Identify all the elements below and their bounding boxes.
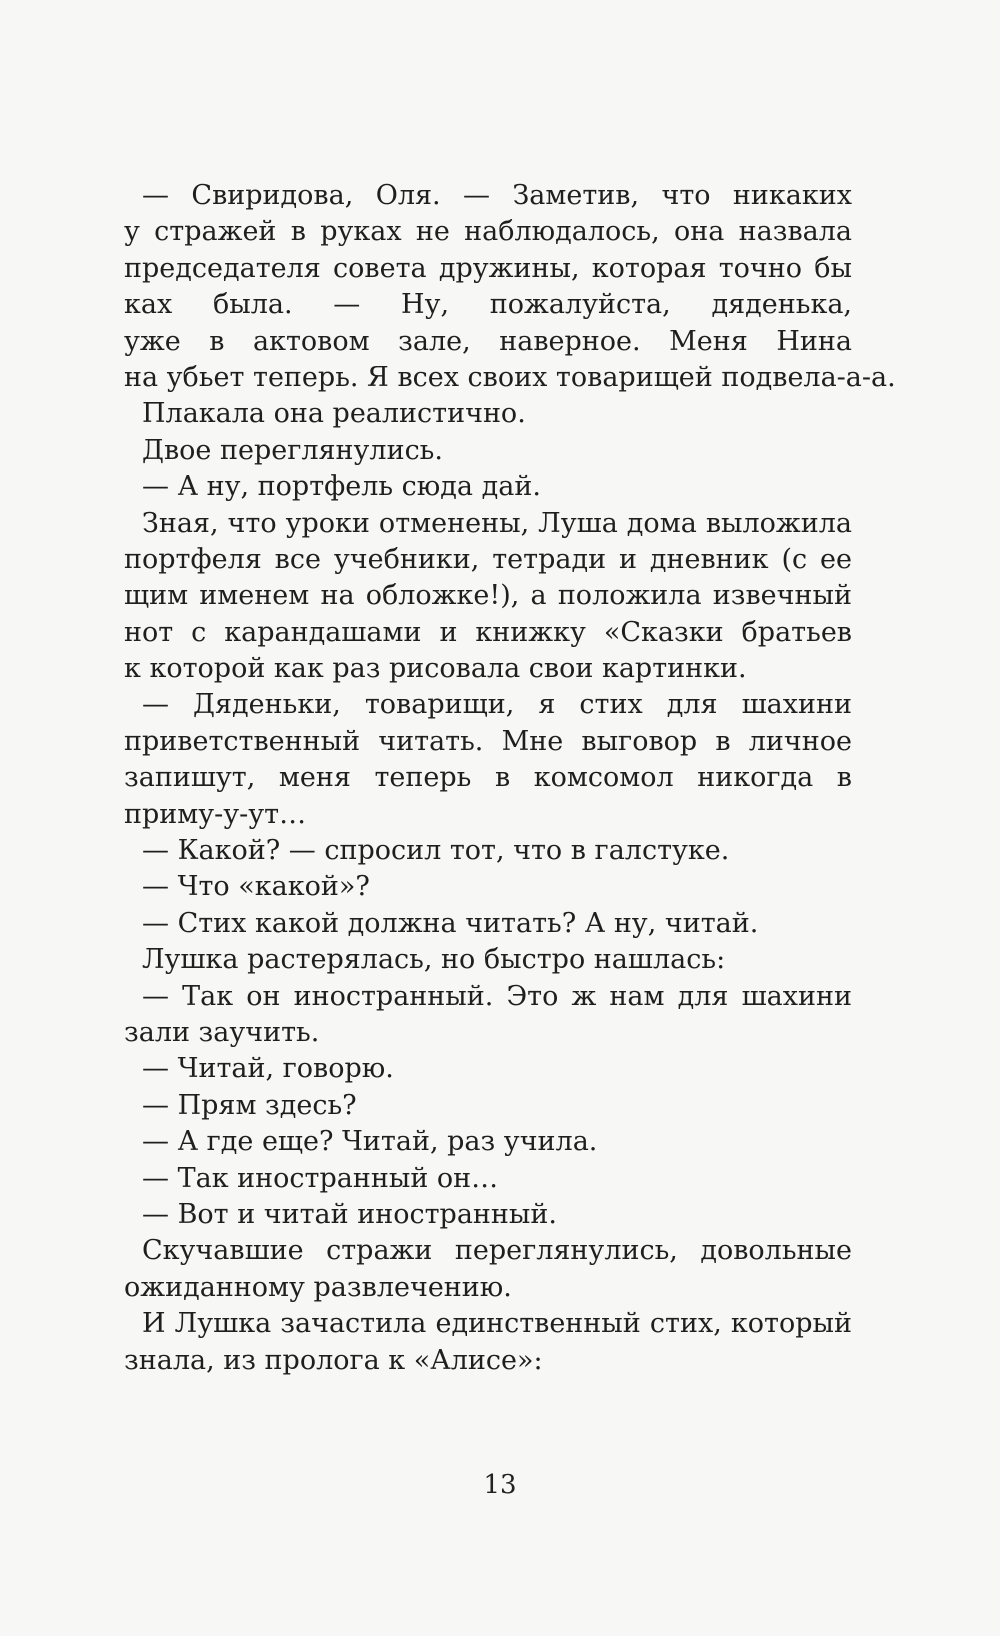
- text-line: — Дяденьки, товарищи, я стих для шахини: [142, 689, 852, 721]
- text-line: И Лушка зачастила единственный стих, который: [142, 1308, 852, 1340]
- text-line: нот с карандашами и книжку «Сказки братьев: [124, 616, 852, 648]
- text-line: — Что «какой»?: [142, 871, 370, 903]
- text-line: — А ну, портфель сюда дай.: [142, 471, 541, 503]
- text-line: — Читай, говорю.: [142, 1053, 394, 1085]
- text-line: ожиданному развлечению.: [124, 1271, 512, 1303]
- text-line: — Свиридова, Оля. — Заметив, что никаких: [142, 180, 852, 211]
- text-line: ках была. — Ну, пожалуйста, дяденька,: [124, 289, 852, 321]
- text-line: приму-у-ут…: [124, 798, 307, 830]
- text-line: щим именем на обложке!), а положила извечный: [124, 580, 852, 612]
- text-line: приветственный читать. Мне выговор в личное: [124, 725, 852, 757]
- text-line: Лушка растерялась, но быстро нашлась:: [142, 944, 726, 976]
- text-line: — Прям здесь?: [142, 1089, 357, 1121]
- page-number: 13: [483, 1470, 517, 1500]
- text-line: к которой как раз рисовала свои картинки.: [124, 653, 747, 685]
- text-line: зали заучить.: [124, 1016, 320, 1048]
- text-line: — А где еще? Читай, раз учила.: [142, 1126, 598, 1158]
- text-line: запишут, меня теперь в комсомол никогда в: [124, 762, 852, 794]
- text-line: Плакала она реалистично.: [142, 398, 526, 430]
- text-line: Скучавшие стражи переглянулись, довольные: [142, 1235, 852, 1267]
- text-line: уже в актовом зале, наверное. Меня Нина: [124, 325, 852, 357]
- text-line: — Так он иностранный. Это ж нам для шахини: [142, 980, 852, 1012]
- text-line: Зная, что уроки отменены, Луша дома выложила: [142, 507, 852, 539]
- text-line: портфеля все учебники, тетради и дневник (с ее: [124, 543, 852, 575]
- text-line: знала, из пролога к «Алисе»:: [124, 1344, 543, 1376]
- text-line: председателя совета дружины, которая точно бы: [124, 252, 852, 284]
- text-line: у стражей в руках не наблюдалось, она назвала: [124, 216, 852, 248]
- text-line: — Так иностранный он…: [142, 1162, 499, 1194]
- body-text: [124, 178, 896, 1379]
- text-line: на убьет теперь. Я всех своих товарищей подвела-а-а.: [124, 361, 896, 393]
- text-line: — Вот и читай иностранный.: [142, 1198, 557, 1230]
- text-line: — Стих какой должна читать? А ну, читай.: [142, 907, 759, 939]
- text-line: — Какой? — спросил тот, что в галстуке.: [142, 835, 730, 867]
- text-line: Двое переглянулись.: [142, 434, 443, 466]
